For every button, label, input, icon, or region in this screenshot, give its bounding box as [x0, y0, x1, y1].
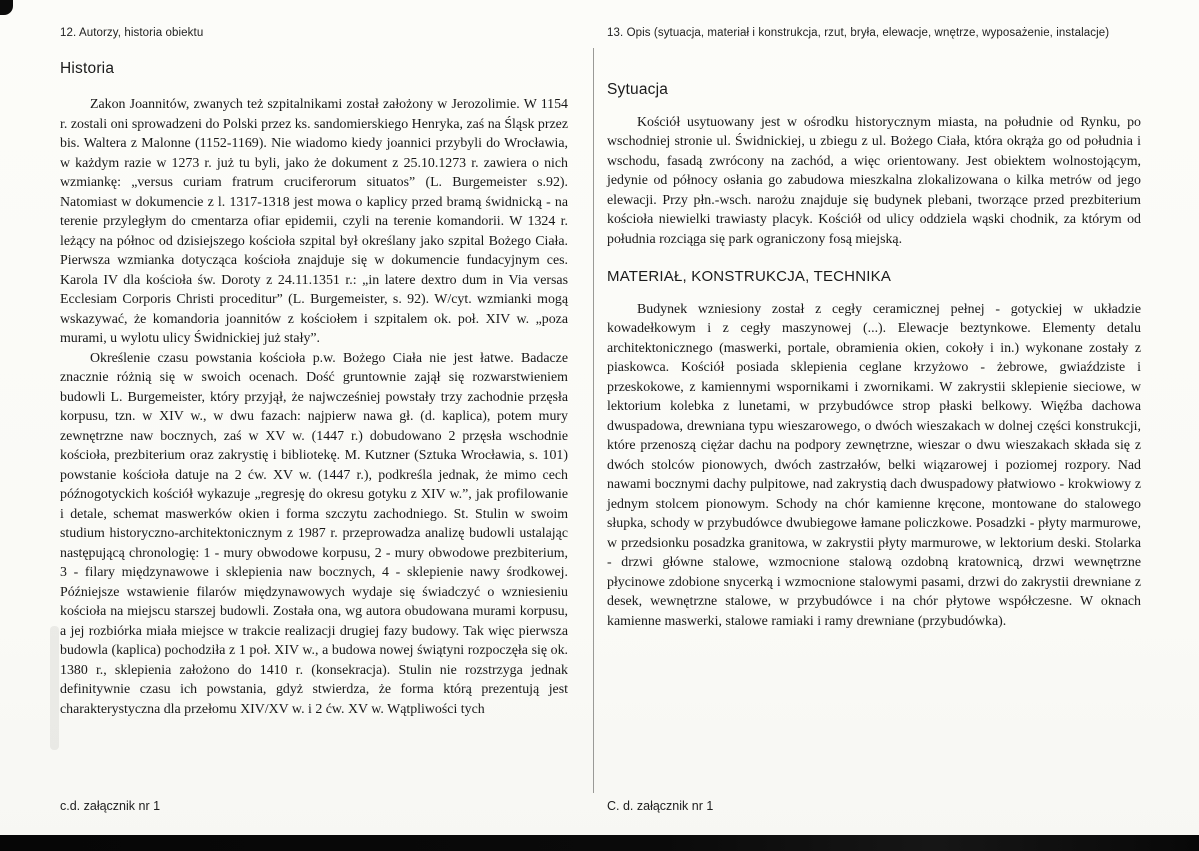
history-paragraph-2: Określenie czasu powstania kościoła p.w. Bożego Ciała nie jest łatwe. Badacze znacznie różnią się w swoich ocenach. Dość gruntownie zajął się rozwarstwieniem budowli L. Burgemeister, który przyjął, że najwcześniej powstały trzy zachodnie przęsła korpusu, tzn. w XIV w., w dwu fazach: najpierw nawa gł. (d. kaplica), potem mury zewnętrzne naw bocznych, zaś w XV w. (1447 r.) dobudowano 2 przęsła wschodnie kościoła, prezbiterium oraz zakrystię i bibliotekę. M. Kutzner (Sztuka Wrocławia, s. 101) powstanie kościoła datuje na 2 ćw. XV w. (1447 r.), podkreśla jednak, że mimo cech późnogotyckich kościół wykazuje „regresję do okresu gotyku z XIV w.”, jak profilowanie i detale, schemat maswerków okien i forma szczytu zachodniego. St. Stulin w swoim studium historyczno-architektonicznym z 1987 r. przeprowadza analizę budowli ustalając następującą chronologię: 1 - mury obwodowe korpusu, 2 - mury obwodowe prezbiterium, 3 - filary międzynawowe i sklepienia naw bocznych, 4 - sklepienie nawy środkowej. Późniejsze wstawienie filarów międzynawowych wydaje się świadczyć o wzniesieniu kościoła na miejscu starszej budowli. Została ona, wg autora obudowana murami korpusu, a jej rozbiórka miała miejsce w trakcie realizacji drugiej fazy budowy. Tak więc pierwsza budowla (kaplica) pochodziła z 1 poł. XIV w., a budowa nowej świątyni rozpoczęła się ok. 1380 r., sklepienia założono do 1410 r. (konsekracja). Stulin nie rozstrzyga jednak definitywnie czasu ich powstania, gdyż stwierdza, że forma którą prezentują jest charakterystyczna dla przełomu XIV/XV w. i 2 ćw. XV w. Wątpliwości tych [60, 350, 568, 717]
right-page-header: 13. Opis (sytuacja, materiał i konstrukcja, rzut, bryła, elewacje, wnętrze, wyposażenie, instalacje) [607, 27, 1110, 39]
left-page-header: 12. Autorzy, historia obiektu [60, 27, 204, 39]
right-page-footer: C. d. załącznik nr 1 [607, 799, 714, 813]
right-page-body [607, 80, 1141, 631]
sytuacja-paragraph: Kościół usytuowany jest w ośrodku historycznym miasta, na południe od Rynku, po wschodniej stronie ul. Świdnickiej, u zbiegu z ul. Bożego Ciała, która okrąża go od południa i wschodu, fasadą zwrócony na zachód, a więc orientowany. Jest obiektem wolnostojącym, jedynie od północy osłania go zabudowa mieszkalna zlokalizowana o kilka metrów od jego elewacji. Przy płn.-wsch. narożu znajduje się budynek plebani, tworzące przed prezbiterium kościoła niewielki trawiasty placyk. Kościół od ulicy oddziela wąski chodnik, za którym od południa rozciąga się park ograniczony fosą miejską. [607, 114, 1141, 247]
material-section-title: MATERIAŁ, KONSTRUKCJA, TECHNIKA [607, 268, 892, 285]
scan-corner-artifact [0, 0, 13, 15]
sytuacja-section-title: Sytuacja [607, 81, 669, 98]
page-divider [593, 48, 594, 793]
material-paragraph: Budynek wzniesiony został z cegły ceramicznej pełnej - gotyckiej w układzie kowadełkowym i z cegły maszynowej (...). Elewacje beztynkowe. Elementy detalu architektonicznego (maswerki, portale, obramienia okien, cokoły i in.) wykonane zostały z piaskowca. Kościół posiada sklepienia ceglane krzyżowo - żebrowe, gwiaździste i przeskokowe, z kamiennymi wspornikami i zwornikami. W zakrystii sklepienie sieciowe, w lektorium kolebka z lunetami, w przybudówce strop płaski belkowy. Więźba dachowa dwuspadowa, drewniana typu wieszarowego, o dwóch wieszakach w dolnej części konstrukcji, które przenoszą ciężar dachu na podpory zewnętrzne, wieszar o dwu wieszakach składa się z dwóch stolców pionowych, dwóch zastrzałów, belki wiązarowej i poziomej rozpory. Nad nawami bocznymi dachy pulpitowe, nad zakrystią dach dwuspadowy płatwiowo - krokwiowy z jednym stolcem pionowym. Schody na chór kamienne kręcone, montowane do stalowego słupka, schody w przybudówce dwubiegowe łamane policzkowe. Posadzki - płyty marmurowe, w przedsionku posadzka granitowa, w zakrystii płyty marmurowe, w lektorium deski. Stolarka - drzwi główne stalowe, wzmocnione stalową ozdobną kratownicą, drzwi wewnętrzne płycinowe zdobione snycerką i wzmocnione stalowymi pasami, drzwi do zakrystii drewniane z desek, wewnętrzne stalowe, w przybudówce i na chór płytowe współczesne. W oknach kamienne maswerki, stalowe ramiaki i ramy drewniane (przybudówka). [607, 301, 1141, 629]
scan-edge-artifact [50, 626, 59, 750]
history-paragraph-1: Zakon Joannitów, zwanych też szpitalnikami został założony w Jerozolimie. W 1154 r. zostali oni sprowadzeni do Polski przez ks. sandomierskiego Henryka, zaś na Śląsk przez bis. Waltera z Malonne (1152-1169). Nie wiadomo kiedy joannici przybyli do Wrocławia, w każdym razie w 1273 r. już tu byli, jako że dokument z 25.10.1273 r. zawiera o nich wzmiankę: „versus curiam fratrum cruciferorum situatos” (L. Burgemeister s.92). Natomiast w dokumencie z l. 1317-1318 jest mowa o kaplicy przed bramą świdnicką - na terenie przyległym do cmentarza ofiar epidemii, czyli na terenie komandorii. W 1324 r. leżący na północ od dzisiejszego kościoła szpital był określany jako szpital Bożego Ciała. Pierwsza wzmianka dotycząca kościoła znajduje się w dokumencie fundacyjnym ces. Karola IV dla kościoła św. Doroty z 24.11.1351 r.: „in latere dextro dum in Via versas Ecclesiam Corporis Christi proceditur” (L. Burgemeister, s. 92). W/cyt. wzmianki mogą wskazywać, że komandoria joannitów z kościołem i szpitalem ok. poł. XIV w. „poza murami, u wylotu ulicy Świdnickiej już stały”. [60, 97, 568, 346]
left-page-body [60, 95, 568, 719]
left-section-title: Historia [60, 60, 115, 77]
left-page-footer: c.d. załącznik nr 1 [60, 799, 161, 813]
scan-bottom-strip [0, 835, 1199, 851]
